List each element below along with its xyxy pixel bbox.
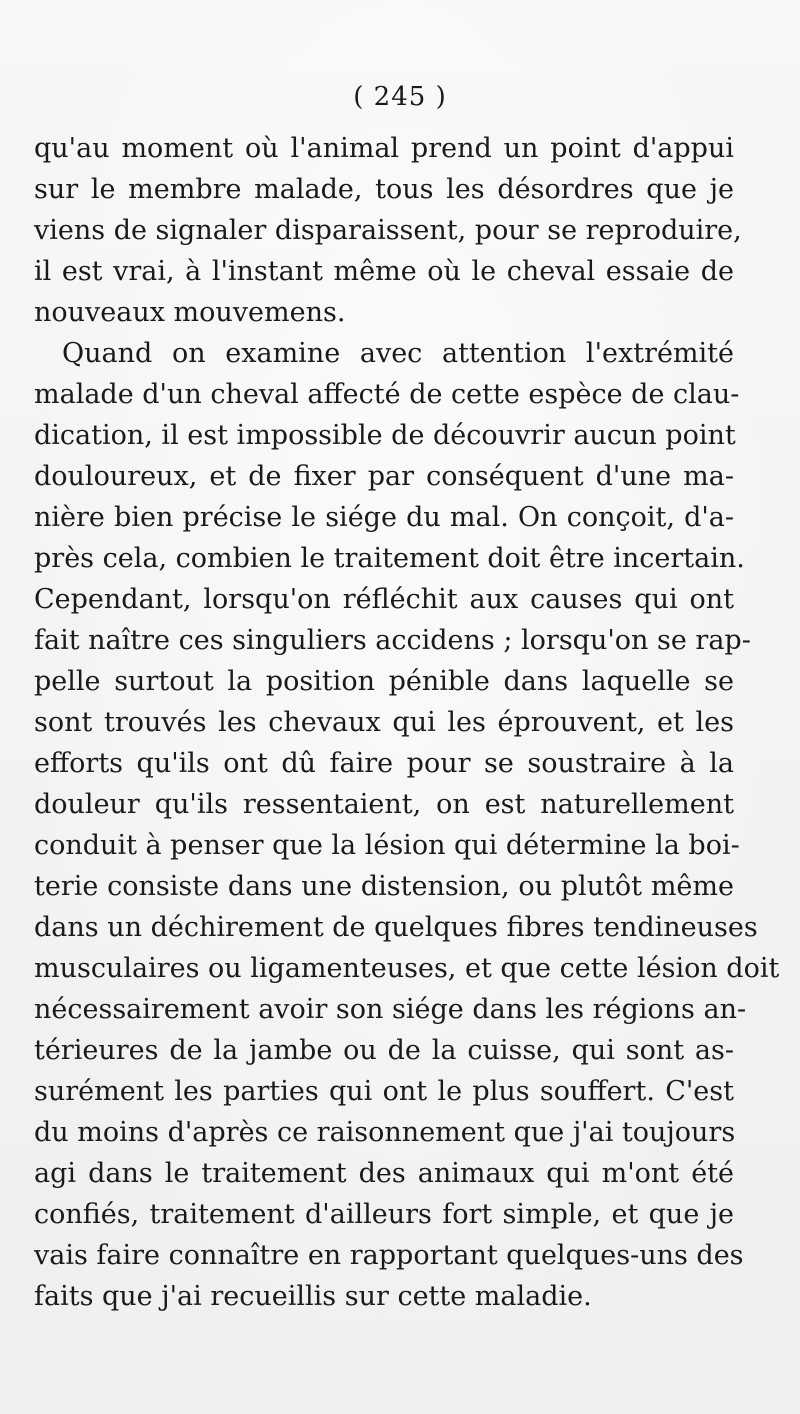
text-line: sont trouvés les chevaux qui les éprouvent, et les [34, 707, 734, 738]
text-line: conduit à penser que la lésion qui détermine la boi- [34, 830, 740, 861]
text-line: nouveaux mouvemens. [34, 297, 346, 328]
body-text [34, 128, 780, 1317]
page-number: ( 245 ) [353, 82, 447, 112]
text-line: confiés, traitement d'ailleurs fort simple, et que je [34, 1199, 734, 1230]
text-line: vais faire connaître en rapportant quelques-uns des [34, 1240, 744, 1271]
text-line: surément les parties qui ont le plus souffert. C'est [34, 1076, 734, 1107]
text-line: douloureux, et de fixer par conséquent d'une ma- [34, 461, 734, 492]
text-line: agi dans le traitement des animaux qui m'ont été [34, 1158, 734, 1189]
text-line: pelle surtout la position pénible dans laquelle se [34, 666, 734, 697]
text-line: sur le membre malade, tous les désordres que je [34, 174, 734, 205]
text-line: musculaires ou ligamenteuses, et que cette lésion doit [34, 953, 780, 984]
text-line: nière bien précise le siége du mal. On conçoit, d'a- [34, 502, 734, 533]
text-line: nécessairement avoir son siége dans les régions an- [34, 994, 747, 1025]
text-line: térieures de la jambe ou de la cuisse, qui sont as- [34, 1035, 734, 1066]
text-line: Quand on examine avec attention l'extrémité [62, 338, 734, 369]
text-line: dans un déchirement de quelques fibres tendineuses [34, 912, 758, 943]
text-line: Cependant, lorsqu'on réfléchit aux causes qui ont [34, 584, 734, 615]
text-line: qu'au moment où l'animal prend un point d'appui [34, 133, 734, 164]
text-line: du moins d'après ce raisonnement que j'ai toujours [34, 1117, 736, 1148]
text-line: terie consiste dans une distension, ou plutôt même [34, 871, 734, 902]
text-line: dication, il est impossible de découvrir aucun point [34, 420, 736, 451]
text-line: faits que j'ai recueillis sur cette maladie. [34, 1281, 592, 1312]
text-line: malade d'un cheval affecté de cette espèce de clau- [34, 379, 740, 410]
text-line: il est vrai, à l'instant même où le cheval essaie de [34, 256, 734, 287]
text-line: efforts qu'ils ont dû faire pour se soustraire à la [34, 748, 734, 779]
paragraph-1 [34, 128, 742, 333]
paragraph-2 [34, 333, 780, 1317]
text-line: fait naître ces singuliers accidens ; lorsqu'on se rap- [34, 625, 751, 656]
text-line: près cela, combien le traitement doit être incertain. [34, 543, 745, 574]
text-line: douleur qu'ils ressentaient, on est naturellement [34, 789, 734, 820]
text-line: viens de signaler disparaissent, pour se reproduire, [34, 215, 742, 246]
